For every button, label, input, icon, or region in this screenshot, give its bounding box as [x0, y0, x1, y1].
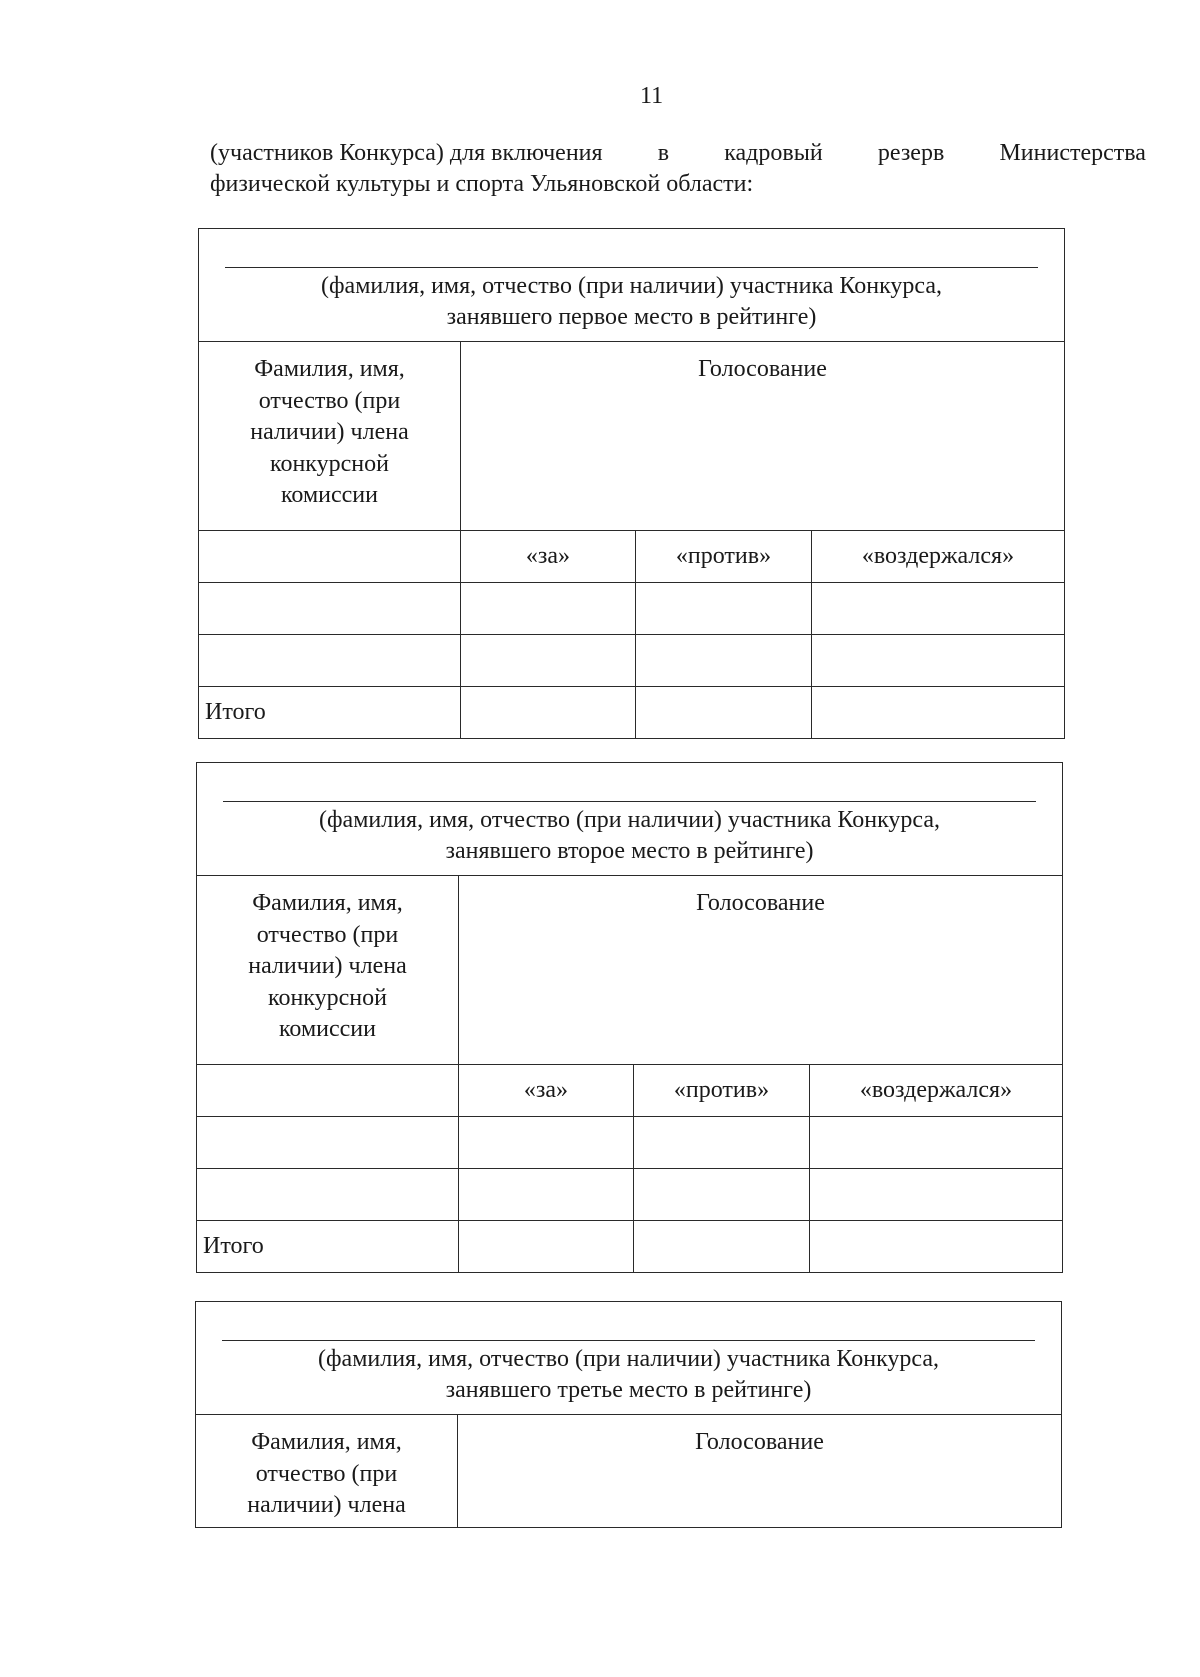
vote-for-cell[interactable] [461, 583, 636, 635]
participant-caption: (фамилия, имя, отчество (при наличии) участника Конкурса, занявшего второе место в рейтинге) [319, 807, 940, 864]
vote-abstain-cell[interactable] [812, 635, 1065, 687]
participant-caption: (фамилия, имя, отчество (при наличии) участника Конкурса, занявшего третье место в рейтинге) [318, 1346, 939, 1403]
vote-options-row [197, 1065, 1063, 1117]
voting-table-first-place [198, 228, 1065, 739]
vote-against-cell[interactable] [636, 635, 812, 687]
member-name-header: Фамилия, имя, отчество (при наличии) члена конкурсной комиссии [197, 876, 459, 1065]
table-row [199, 583, 1065, 635]
participant-name-line [222, 1340, 1035, 1341]
vote-abstain-header: «воздержался» [812, 531, 1065, 583]
vote-for-header: «за» [461, 531, 636, 583]
intro-line-2: физической культуры и спорта Ульяновской области: [210, 171, 754, 197]
member-name-cell[interactable] [197, 1117, 459, 1169]
voting-header: Голосование [458, 1415, 1062, 1528]
member-name-cell[interactable] [199, 635, 461, 687]
participant-name-cell[interactable] [196, 1302, 1062, 1415]
total-abstain-cell[interactable] [812, 687, 1065, 739]
member-name-header: Фамилия, имя, отчество (при наличии) члена [196, 1415, 458, 1528]
vote-abstain-header: «воздержался» [810, 1065, 1063, 1117]
voting-header: Голосование [461, 342, 1065, 531]
page-number: 11 [640, 83, 664, 109]
table-row [199, 635, 1065, 687]
total-for-cell[interactable] [459, 1221, 634, 1273]
member-name-cell[interactable] [199, 583, 461, 635]
intro-word: Министерства [999, 140, 1146, 166]
vote-abstain-cell[interactable] [812, 583, 1065, 635]
participant-name-line [223, 801, 1036, 802]
participant-name-line [225, 267, 1038, 268]
vote-against-cell[interactable] [636, 583, 812, 635]
vote-for-cell[interactable] [459, 1117, 634, 1169]
intro-word: резерв [877, 140, 945, 166]
total-for-cell[interactable] [461, 687, 636, 739]
vote-against-cell[interactable] [634, 1117, 810, 1169]
table-row [197, 1169, 1063, 1221]
vote-against-header: «против» [634, 1065, 810, 1117]
member-name-cell[interactable] [197, 1169, 459, 1221]
intro-line-1 [210, 138, 1146, 169]
voting-header: Голосование [459, 876, 1063, 1065]
vote-abstain-cell[interactable] [810, 1169, 1063, 1221]
total-row [197, 1221, 1063, 1273]
intro-word: в [657, 140, 670, 166]
intro-word: кадровый [724, 140, 823, 166]
intro-word: (участников Конкурса) для включения [210, 140, 603, 166]
blank-cell[interactable] [197, 1065, 459, 1117]
vote-against-header: «против» [636, 531, 812, 583]
member-name-header: Фамилия, имя, отчество (при наличии) члена конкурсной комиссии [199, 342, 461, 531]
vote-for-cell[interactable] [461, 635, 636, 687]
total-row [199, 687, 1065, 739]
intro-paragraph [210, 138, 1146, 200]
participant-name-cell[interactable] [199, 229, 1065, 342]
vote-for-header: «за» [459, 1065, 634, 1117]
total-label: Итого [197, 1221, 459, 1273]
total-abstain-cell[interactable] [810, 1221, 1063, 1273]
participant-name-cell[interactable] [197, 763, 1063, 876]
total-against-cell[interactable] [636, 687, 812, 739]
voting-table-second-place [196, 762, 1063, 1273]
vote-for-cell[interactable] [459, 1169, 634, 1221]
participant-caption: (фамилия, имя, отчество (при наличии) участника Конкурса, занявшего первое место в рейтинге) [321, 273, 942, 330]
table-row [197, 1117, 1063, 1169]
voting-table-third-place [195, 1301, 1062, 1528]
total-label: Итого [199, 687, 461, 739]
total-against-cell[interactable] [634, 1221, 810, 1273]
vote-abstain-cell[interactable] [810, 1117, 1063, 1169]
blank-cell[interactable] [199, 531, 461, 583]
vote-against-cell[interactable] [634, 1169, 810, 1221]
vote-options-row [199, 531, 1065, 583]
